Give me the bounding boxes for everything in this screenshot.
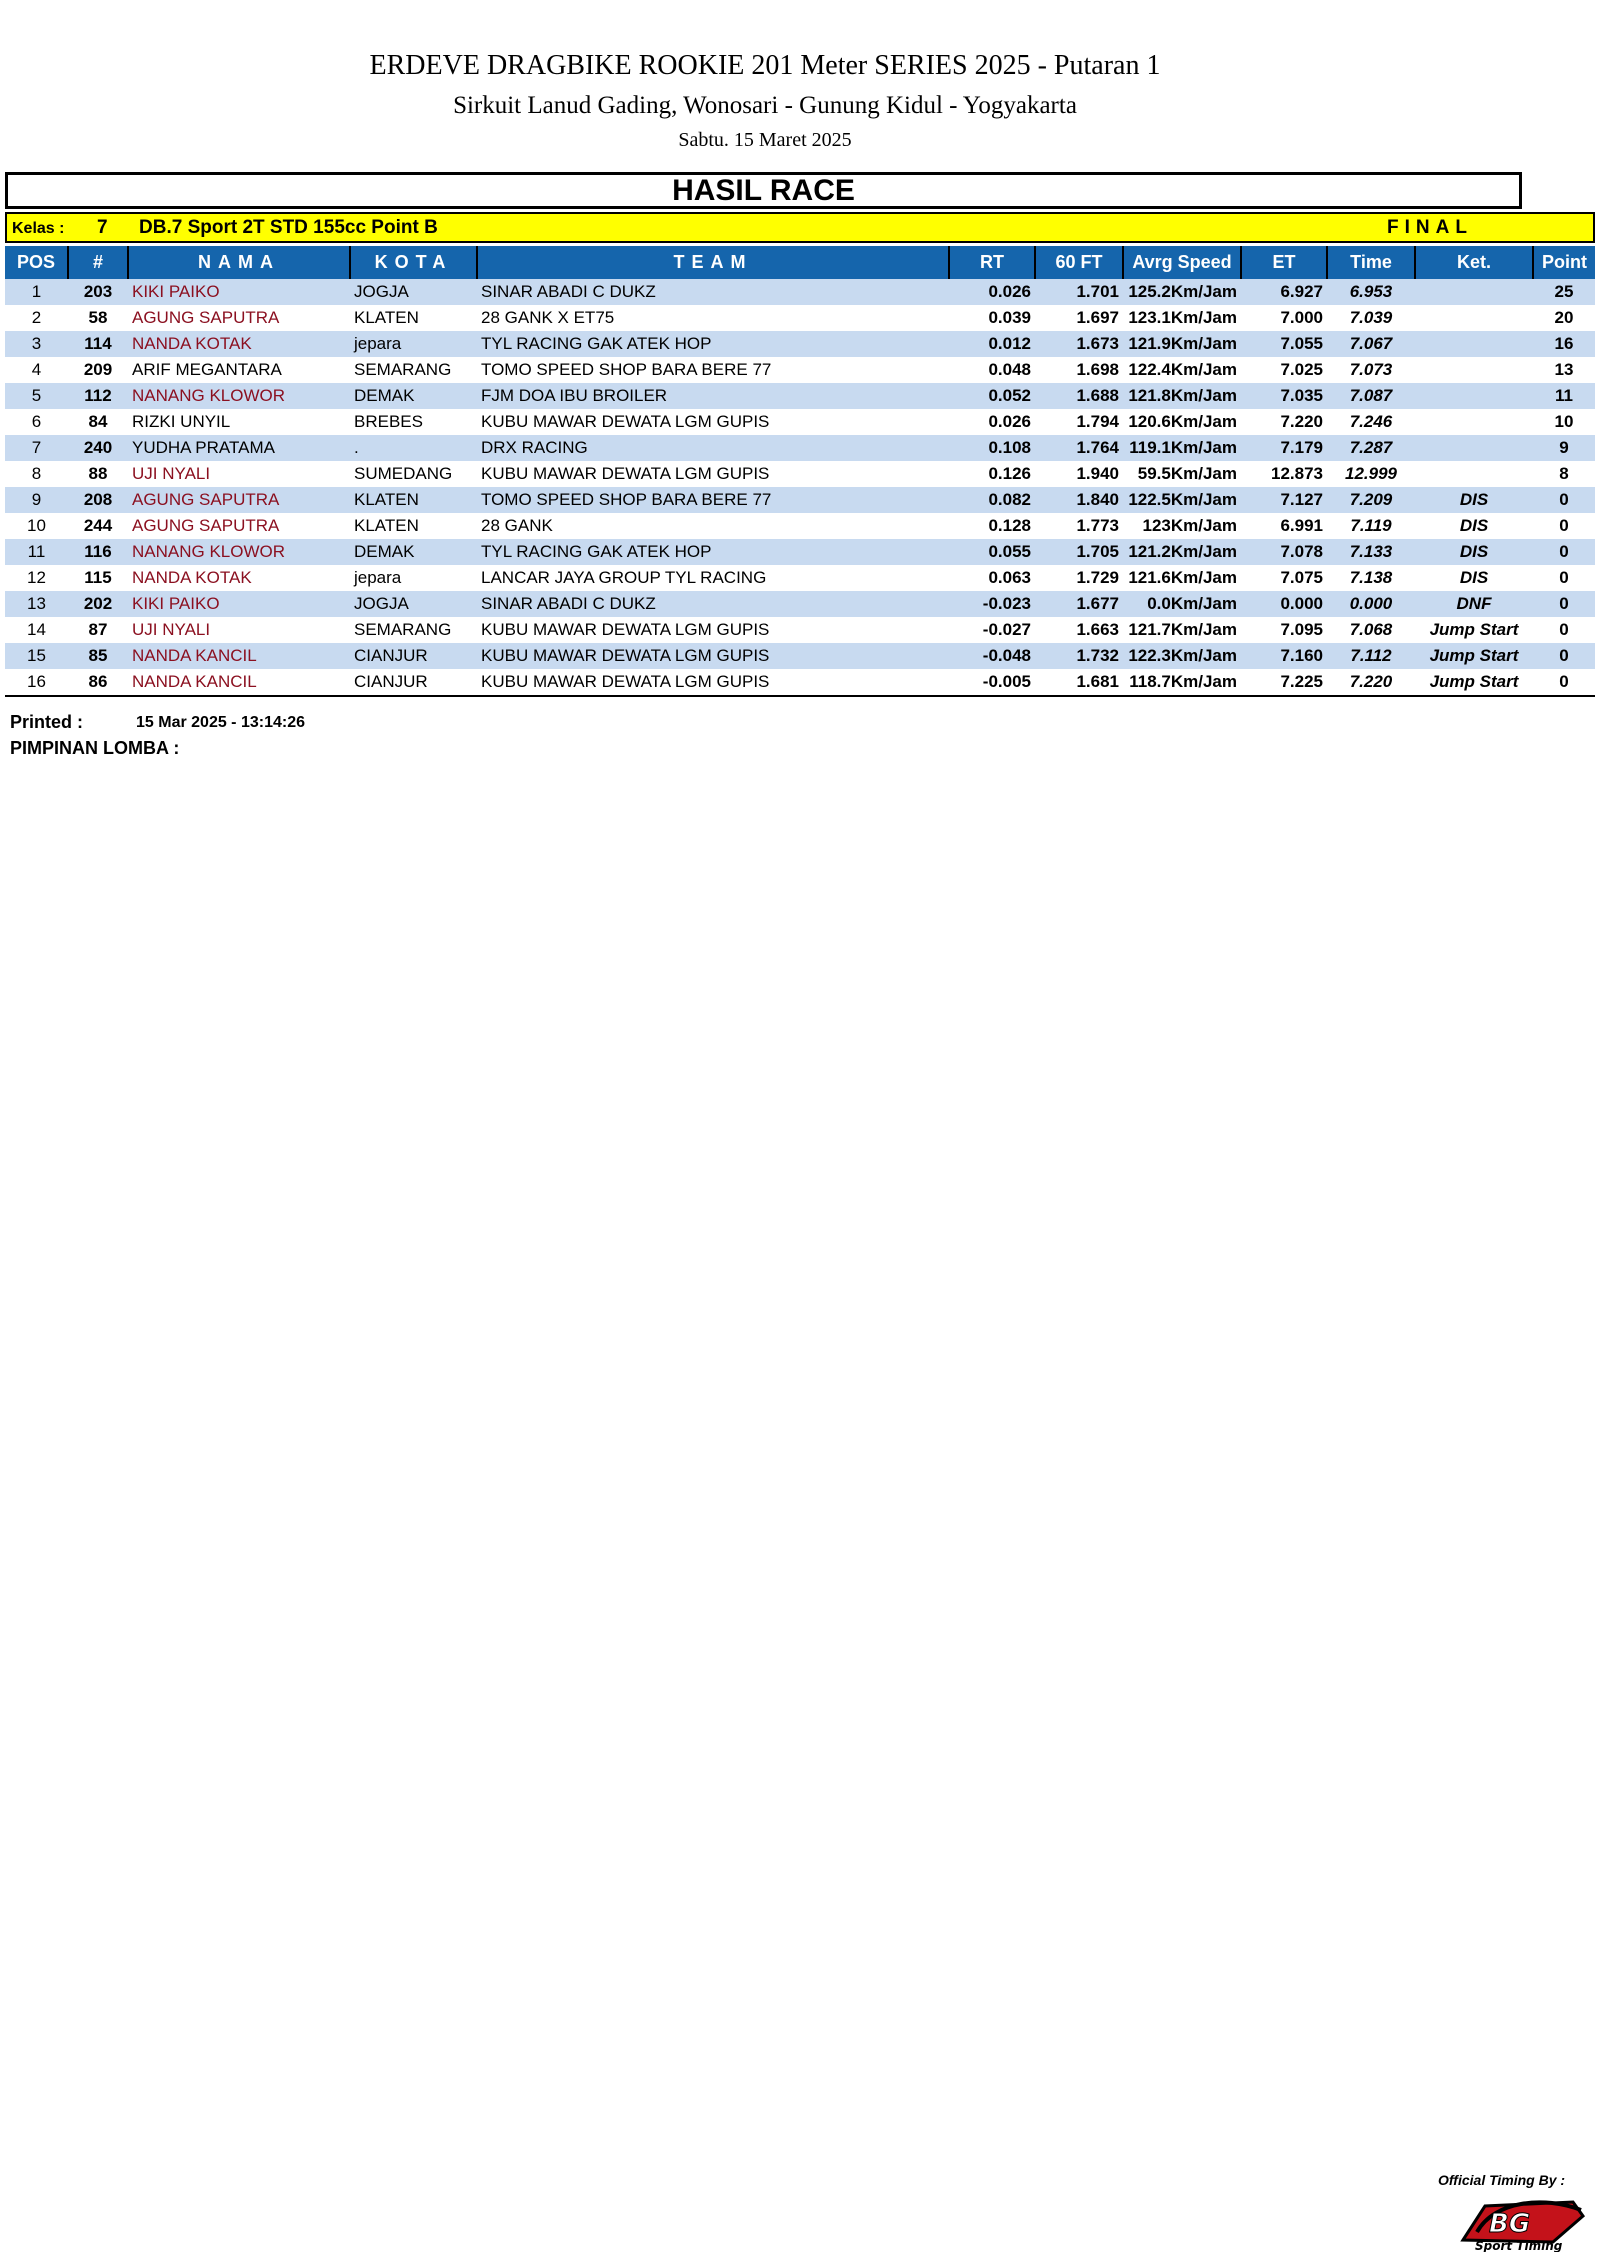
- row-60ft: 1.764: [1035, 435, 1123, 461]
- official-timing-label: Official Timing By :: [1438, 2172, 1566, 2188]
- row-time: 7.209: [1327, 487, 1415, 513]
- row-time: 12.999: [1327, 461, 1415, 487]
- row-ket: Jump Start: [1415, 669, 1533, 696]
- col-nama: NAMA: [128, 246, 350, 279]
- table-row: [5, 617, 1595, 643]
- row-et: 7.035: [1241, 383, 1327, 409]
- row-team: LANCAR JAYA GROUP TYL RACING: [477, 565, 949, 591]
- row-time: 7.220: [1327, 669, 1415, 696]
- stage-label: FINAL: [1387, 217, 1473, 238]
- row-time: 7.112: [1327, 643, 1415, 669]
- col-60ft: 60 FT: [1035, 246, 1123, 279]
- table-row: [5, 643, 1595, 669]
- row-et: 7.025: [1241, 357, 1327, 383]
- row-60ft: 1.732: [1035, 643, 1123, 669]
- row-et: 7.078: [1241, 539, 1327, 565]
- col-avrg-speed: Avrg Speed: [1123, 246, 1241, 279]
- row-kota: .: [350, 435, 477, 461]
- row-kota: jepara: [350, 565, 477, 591]
- row-team: KUBU MAWAR DEWATA LGM GUPIS: [477, 617, 949, 643]
- row-nama: NANDA KANCIL: [128, 669, 350, 696]
- row-rt: -0.048: [949, 643, 1035, 669]
- row-speed: 125.2Km/Jam: [1123, 279, 1241, 305]
- row-pos: 11: [5, 539, 68, 565]
- col-ket: Ket.: [1415, 246, 1533, 279]
- row-ket: DIS: [1415, 539, 1533, 565]
- row-nama: KIKI PAIKO: [128, 279, 350, 305]
- row-rt: 0.108: [949, 435, 1035, 461]
- row-team: TOMO SPEED SHOP BARA BERE 77: [477, 487, 949, 513]
- row-rt: 0.048: [949, 357, 1035, 383]
- class-bar: [5, 212, 1595, 243]
- row-pos: 3: [5, 331, 68, 357]
- row-number: 112: [68, 383, 128, 409]
- row-pos: 2: [5, 305, 68, 331]
- row-60ft: 1.663: [1035, 617, 1123, 643]
- row-pos: 7: [5, 435, 68, 461]
- row-et: 7.127: [1241, 487, 1327, 513]
- row-nama: UJI NYALI: [128, 461, 350, 487]
- table-row: [5, 669, 1595, 696]
- row-speed: 123Km/Jam: [1123, 513, 1241, 539]
- row-nama: AGUNG SAPUTRA: [128, 305, 350, 331]
- table-row: [5, 461, 1595, 487]
- row-point: 0: [1533, 487, 1595, 513]
- printed-label: Printed :: [10, 712, 84, 732]
- row-rt: 0.026: [949, 279, 1035, 305]
- row-number: 86: [68, 669, 128, 696]
- row-et: 6.991: [1241, 513, 1327, 539]
- row-kota: CIANJUR: [350, 669, 477, 696]
- row-kota: JOGJA: [350, 279, 477, 305]
- row-number: 85: [68, 643, 128, 669]
- row-rt: 0.012: [949, 331, 1035, 357]
- row-et: 7.220: [1241, 409, 1327, 435]
- row-team: KUBU MAWAR DEWATA LGM GUPIS: [477, 461, 949, 487]
- row-time: 7.246: [1327, 409, 1415, 435]
- row-team: KUBU MAWAR DEWATA LGM GUPIS: [477, 409, 949, 435]
- row-et: 7.075: [1241, 565, 1327, 591]
- row-nama: ARIF MEGANTARA: [128, 357, 350, 383]
- row-time: 6.953: [1327, 279, 1415, 305]
- row-speed: 122.3Km/Jam: [1123, 643, 1241, 669]
- row-60ft: 1.794: [1035, 409, 1123, 435]
- row-pos: 4: [5, 357, 68, 383]
- sport-timing-logo: [1455, 2192, 1590, 2252]
- row-rt: -0.005: [949, 669, 1035, 696]
- row-60ft: 1.688: [1035, 383, 1123, 409]
- row-point: 11: [1533, 383, 1595, 409]
- row-rt: 0.052: [949, 383, 1035, 409]
- row-rt: 0.039: [949, 305, 1035, 331]
- row-et: 12.873: [1241, 461, 1327, 487]
- row-speed: 122.4Km/Jam: [1123, 357, 1241, 383]
- row-time: 0.000: [1327, 591, 1415, 617]
- row-number: 84: [68, 409, 128, 435]
- row-et: 7.055: [1241, 331, 1327, 357]
- row-speed: 122.5Km/Jam: [1123, 487, 1241, 513]
- row-nama: NANDA KOTAK: [128, 565, 350, 591]
- row-nama: NANDA KOTAK: [128, 331, 350, 357]
- col-pos: POS: [5, 246, 68, 279]
- row-kota: SEMARANG: [350, 357, 477, 383]
- row-point: 16: [1533, 331, 1595, 357]
- row-kota: JOGJA: [350, 591, 477, 617]
- row-et: 7.095: [1241, 617, 1327, 643]
- row-ket: [1415, 357, 1533, 383]
- row-60ft: 1.840: [1035, 487, 1123, 513]
- row-point: 0: [1533, 591, 1595, 617]
- row-team: TYL RACING GAK ATEK HOP: [477, 331, 949, 357]
- row-team: DRX RACING: [477, 435, 949, 461]
- row-speed: 121.9Km/Jam: [1123, 331, 1241, 357]
- col-kota: KOTA: [350, 246, 477, 279]
- row-ket: DIS: [1415, 565, 1533, 591]
- row-et: 7.225: [1241, 669, 1327, 696]
- row-et: 7.000: [1241, 305, 1327, 331]
- row-number: 88: [68, 461, 128, 487]
- col-number: #: [68, 246, 128, 279]
- row-speed: 119.1Km/Jam: [1123, 435, 1241, 461]
- row-kota: KLATEN: [350, 513, 477, 539]
- table-row: [5, 331, 1595, 357]
- row-team: TYL RACING GAK ATEK HOP: [477, 539, 949, 565]
- table-row: [5, 305, 1595, 331]
- row-time: 7.067: [1327, 331, 1415, 357]
- row-point: 10: [1533, 409, 1595, 435]
- row-pos: 9: [5, 487, 68, 513]
- row-pos: 8: [5, 461, 68, 487]
- row-rt: 0.126: [949, 461, 1035, 487]
- row-nama: NANDA KANCIL: [128, 643, 350, 669]
- table-row: [5, 591, 1595, 617]
- row-et: 7.160: [1241, 643, 1327, 669]
- row-nama: RIZKI UNYIL: [128, 409, 350, 435]
- col-team: TEAM: [477, 246, 949, 279]
- table-row: [5, 279, 1595, 305]
- row-team: FJM DOA IBU BROILER: [477, 383, 949, 409]
- row-number: 87: [68, 617, 128, 643]
- section-title: HASIL RACE: [5, 172, 1522, 209]
- row-nama: NANANG KLOWOR: [128, 383, 350, 409]
- row-point: 20: [1533, 305, 1595, 331]
- row-point: 0: [1533, 565, 1595, 591]
- row-number: 203: [68, 279, 128, 305]
- row-pos: 12: [5, 565, 68, 591]
- row-et: 6.927: [1241, 279, 1327, 305]
- row-point: 0: [1533, 669, 1595, 696]
- row-speed: 121.6Km/Jam: [1123, 565, 1241, 591]
- row-speed: 118.7Km/Jam: [1123, 669, 1241, 696]
- row-pos: 16: [5, 669, 68, 696]
- row-team: SINAR ABADI C DUKZ: [477, 591, 949, 617]
- col-point: Point: [1533, 246, 1595, 279]
- row-rt: -0.023: [949, 591, 1035, 617]
- logo-text: Sport Timing: [1475, 2239, 1563, 2252]
- class-label: Kelas :: [12, 220, 65, 237]
- row-60ft: 1.773: [1035, 513, 1123, 539]
- row-kota: DEMAK: [350, 539, 477, 565]
- printed-value: 15 Mar 2025 - 13:14:26: [136, 714, 305, 731]
- row-point: 0: [1533, 617, 1595, 643]
- col-time: Time: [1327, 246, 1415, 279]
- row-ket: Jump Start: [1415, 617, 1533, 643]
- row-60ft: 1.705: [1035, 539, 1123, 565]
- row-pos: 6: [5, 409, 68, 435]
- row-team: TOMO SPEED SHOP BARA BERE 77: [477, 357, 949, 383]
- row-60ft: 1.681: [1035, 669, 1123, 696]
- row-ket: [1415, 279, 1533, 305]
- table-row: [5, 565, 1595, 591]
- row-time: 7.068: [1327, 617, 1415, 643]
- row-rt: 0.082: [949, 487, 1035, 513]
- row-number: 116: [68, 539, 128, 565]
- row-nama: AGUNG SAPUTRA: [128, 513, 350, 539]
- row-number: 209: [68, 357, 128, 383]
- row-speed: 121.2Km/Jam: [1123, 539, 1241, 565]
- row-rt: -0.027: [949, 617, 1035, 643]
- class-description: DB.7 Sport 2T STD 155cc Point B: [139, 217, 438, 238]
- row-rt: 0.026: [949, 409, 1035, 435]
- row-ket: Jump Start: [1415, 643, 1533, 669]
- row-pos: 1: [5, 279, 68, 305]
- row-point: 0: [1533, 539, 1595, 565]
- row-point: 0: [1533, 643, 1595, 669]
- row-et: 0.000: [1241, 591, 1327, 617]
- row-time: 7.138: [1327, 565, 1415, 591]
- row-point: 8: [1533, 461, 1595, 487]
- row-number: 208: [68, 487, 128, 513]
- event-venue: Sirkuit Lanud Gading, Wonosari - Gunung Kidul - Yogyakarta: [453, 92, 1077, 119]
- row-rt: 0.063: [949, 565, 1035, 591]
- table-row: [5, 513, 1595, 539]
- row-point: 9: [1533, 435, 1595, 461]
- table-row: [5, 357, 1595, 383]
- row-speed: 59.5Km/Jam: [1123, 461, 1241, 487]
- row-kota: jepara: [350, 331, 477, 357]
- row-60ft: 1.729: [1035, 565, 1123, 591]
- row-ket: [1415, 383, 1533, 409]
- table-row: [5, 539, 1595, 565]
- row-nama: YUDHA PRATAMA: [128, 435, 350, 461]
- event-title: ERDEVE DRAGBIKE ROOKIE 201 Meter SERIES 2025 - Putaran 1: [369, 50, 1161, 81]
- row-number: 244: [68, 513, 128, 539]
- class-number: 7: [97, 217, 108, 238]
- row-60ft: 1.701: [1035, 279, 1123, 305]
- row-number: 58: [68, 305, 128, 331]
- row-ket: [1415, 409, 1533, 435]
- row-pos: 13: [5, 591, 68, 617]
- row-team: KUBU MAWAR DEWATA LGM GUPIS: [477, 643, 949, 669]
- row-ket: [1415, 461, 1533, 487]
- row-ket: DIS: [1415, 513, 1533, 539]
- row-ket: [1415, 435, 1533, 461]
- row-speed: 120.6Km/Jam: [1123, 409, 1241, 435]
- row-ket: DIS: [1415, 487, 1533, 513]
- table-row: [5, 487, 1595, 513]
- row-et: 7.179: [1241, 435, 1327, 461]
- row-time: 7.119: [1327, 513, 1415, 539]
- row-60ft: 1.698: [1035, 357, 1123, 383]
- pimpinan-label: PIMPINAN LOMBA :: [10, 738, 180, 758]
- row-time: 7.039: [1327, 305, 1415, 331]
- row-nama: KIKI PAIKO: [128, 591, 350, 617]
- svg-text:BG: BG: [1489, 2209, 1531, 2239]
- row-nama: AGUNG SAPUTRA: [128, 487, 350, 513]
- table-header: [5, 246, 1595, 279]
- row-kota: KLATEN: [350, 305, 477, 331]
- col-rt: RT: [949, 246, 1035, 279]
- row-nama: UJI NYALI: [128, 617, 350, 643]
- row-kota: SUMEDANG: [350, 461, 477, 487]
- row-speed: 121.8Km/Jam: [1123, 383, 1241, 409]
- row-point: 13: [1533, 357, 1595, 383]
- row-60ft: 1.673: [1035, 331, 1123, 357]
- table-row: [5, 383, 1595, 409]
- row-rt: 0.128: [949, 513, 1035, 539]
- row-60ft: 1.677: [1035, 591, 1123, 617]
- row-kota: BREBES: [350, 409, 477, 435]
- row-kota: KLATEN: [350, 487, 477, 513]
- row-number: 202: [68, 591, 128, 617]
- row-team: 28 GANK: [477, 513, 949, 539]
- row-ket: [1415, 305, 1533, 331]
- row-ket: [1415, 331, 1533, 357]
- row-speed: 0.0Km/Jam: [1123, 591, 1241, 617]
- col-et: ET: [1241, 246, 1327, 279]
- row-number: 240: [68, 435, 128, 461]
- row-kota: DEMAK: [350, 383, 477, 409]
- row-time: 7.073: [1327, 357, 1415, 383]
- results-table: [5, 246, 1595, 697]
- row-ket: DNF: [1415, 591, 1533, 617]
- row-team: KUBU MAWAR DEWATA LGM GUPIS: [477, 669, 949, 696]
- row-team: SINAR ABADI C DUKZ: [477, 279, 949, 305]
- row-60ft: 1.697: [1035, 305, 1123, 331]
- table-row: [5, 435, 1595, 461]
- row-pos: 5: [5, 383, 68, 409]
- row-kota: CIANJUR: [350, 643, 477, 669]
- event-date: Sabtu. 15 Maret 2025: [678, 129, 852, 151]
- row-team: 28 GANK X ET75: [477, 305, 949, 331]
- row-pos: 14: [5, 617, 68, 643]
- row-pos: 10: [5, 513, 68, 539]
- row-number: 115: [68, 565, 128, 591]
- row-number: 114: [68, 331, 128, 357]
- row-60ft: 1.940: [1035, 461, 1123, 487]
- row-point: 25: [1533, 279, 1595, 305]
- row-time: 7.133: [1327, 539, 1415, 565]
- table-row: [5, 409, 1595, 435]
- row-nama: NANANG KLOWOR: [128, 539, 350, 565]
- row-pos: 15: [5, 643, 68, 669]
- row-speed: 121.7Km/Jam: [1123, 617, 1241, 643]
- row-speed: 123.1Km/Jam: [1123, 305, 1241, 331]
- row-time: 7.087: [1327, 383, 1415, 409]
- row-time: 7.287: [1327, 435, 1415, 461]
- row-point: 0: [1533, 513, 1595, 539]
- row-kota: SEMARANG: [350, 617, 477, 643]
- row-rt: 0.055: [949, 539, 1035, 565]
